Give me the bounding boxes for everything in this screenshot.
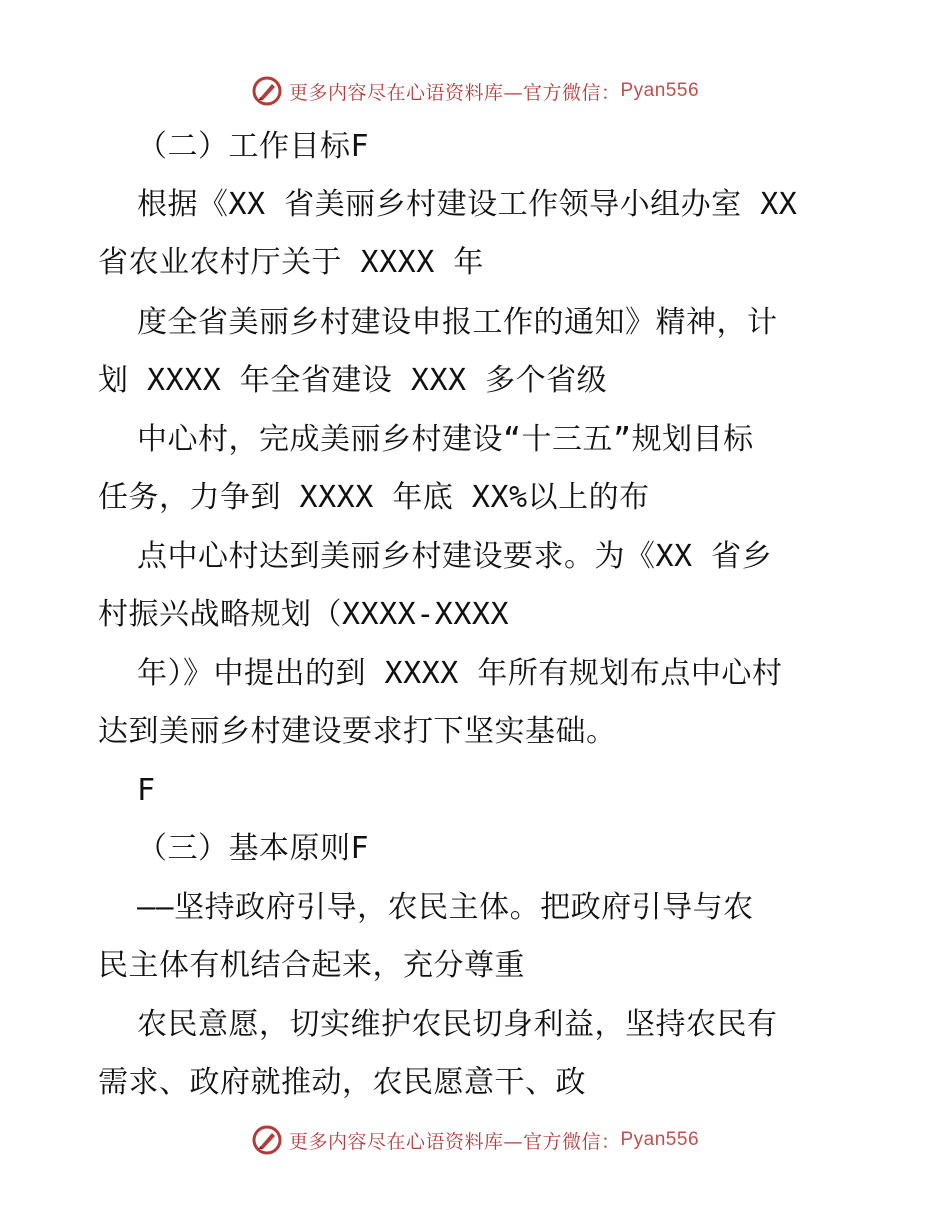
paragraph-line: 任务，力争到 XXXX 年底 XX%以上的布: [98, 480, 650, 515]
paragraph-line: 中心村，完成美丽乡村建设“十三五”规划目标: [137, 422, 754, 457]
pen-circle-icon: [251, 1124, 283, 1156]
section-heading: （二）工作目标F: [137, 129, 370, 164]
watermark-footer: [0, 1120, 950, 1160]
paragraph-line: 农民意愿，切实维护农民切身利益，坚持农民有: [137, 1007, 778, 1042]
watermark-id: Pyan556: [620, 1129, 700, 1150]
watermark-text: 更多内容尽在心语资料库—官方微信：: [288, 81, 621, 104]
paragraph-line: ——坚持政府引导，农民主体。把政府引导与农: [137, 890, 754, 925]
watermark-id: Pyan556: [620, 80, 700, 101]
paragraph-line: 度全省美丽乡村建设申报工作的通知》精神，计: [137, 305, 778, 340]
paragraph-line: 需求、政府就推动，农民愿意干、政: [98, 1065, 586, 1100]
paragraph-line: 点中心村达到美丽乡村建设要求。为《XX 省乡: [137, 539, 773, 574]
paragraph-line: 划 XXXX 年全省建设 XXX 多个省级: [98, 363, 608, 398]
paragraph-line: 达到美丽乡村建设要求打下坚实基础。: [98, 714, 617, 749]
watermark-text: 更多内容尽在心语资料库—官方微信：: [288, 1130, 621, 1153]
paragraph-line: F: [137, 773, 156, 808]
paragraph-line: 省农业农村厅关于 XXXX 年: [98, 245, 484, 280]
paragraph-line: 村振兴战略规划（XXXX-XXXX: [98, 597, 510, 632]
paragraph-line: 民主体有机结合起来，充分尊重: [98, 948, 525, 983]
section-heading: （三）基本原则F: [137, 831, 370, 866]
paragraph-line: 年）》中提出的到 XXXX 年所有规划布点中心村: [137, 656, 783, 691]
paragraph-line: 根据《XX 省美丽乡村建设工作领导小组办室 XX: [137, 187, 798, 222]
